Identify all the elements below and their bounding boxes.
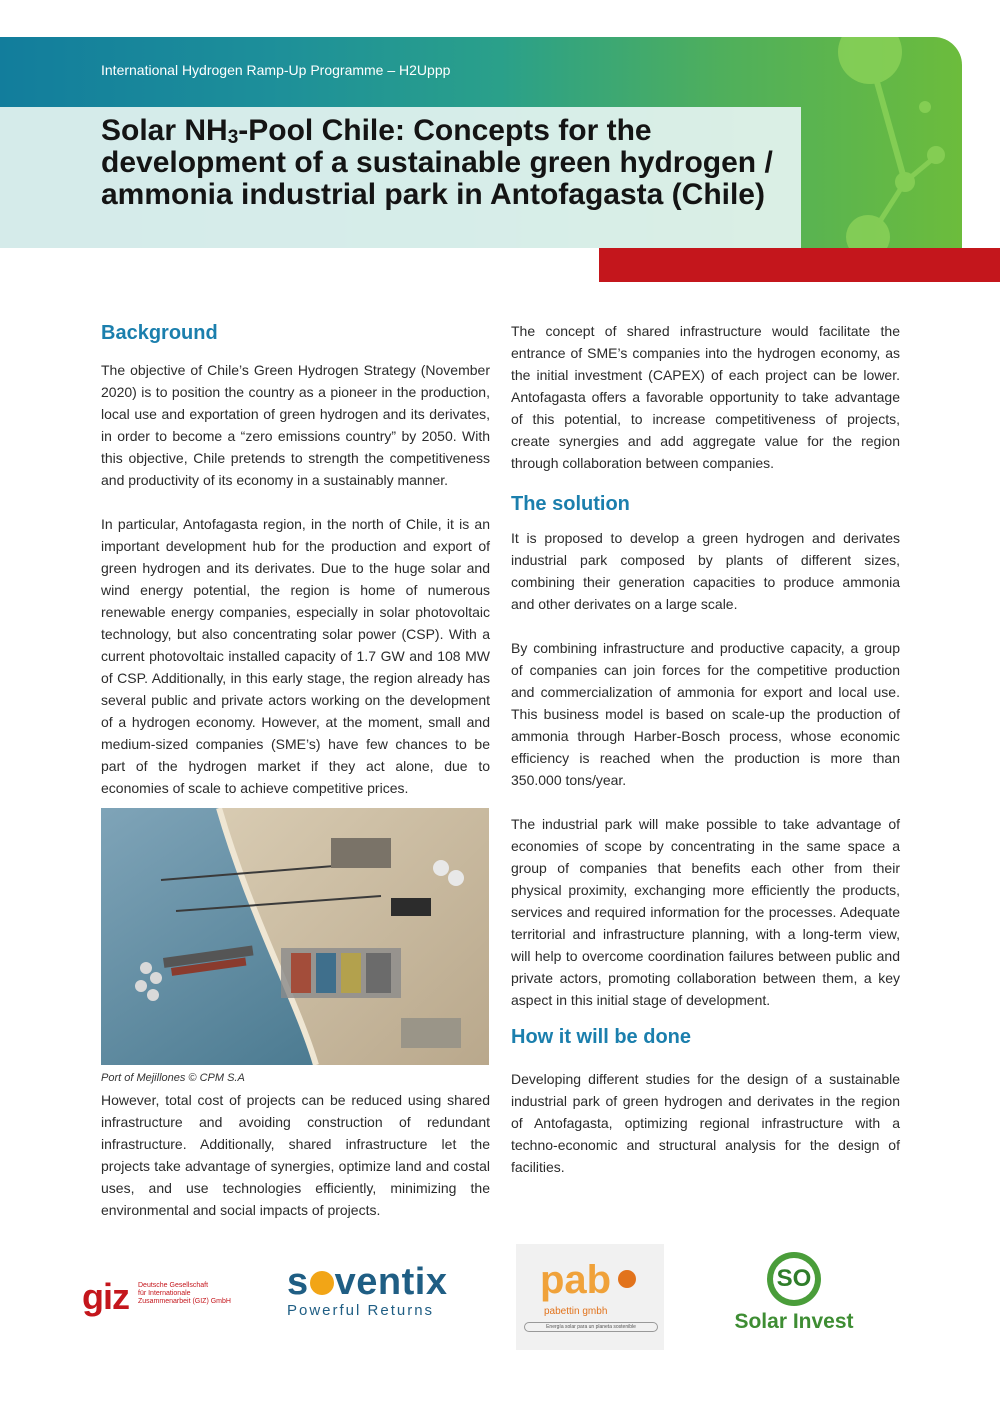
- page-title: Solar $NH_3$-Pool Chile: Concepts for the development of a sustainable green hydrogen / ammonia industrial park in Antofagasta (Chile): [101, 114, 773, 211]
- header-banner: [0, 37, 962, 248]
- pab-tagline: Energía solar para un planeta sostenible: [524, 1322, 658, 1332]
- shared-infrastructure-paragraph: The concept of shared infrastructure would facilitate the entrance of SME’s companies into the hydrogen economy, as the initial investment (CAPEX) of each project can be lower. Antofagasta offers a favorable opportunity to take advantage of this potential, to increase competitiveness of projects, create synergies and add aggregate value for the region through collaboration between companies.: [511, 323, 900, 471]
- sun-icon: [310, 1271, 334, 1295]
- pab-logo: [516, 1244, 664, 1350]
- soventix-letter-s: s: [287, 1261, 309, 1303]
- port-aerial-photo: [101, 808, 489, 1065]
- solar-invest-mark: SO: [776, 1265, 812, 1292]
- giz-text-line-2: für Internationale: [138, 1290, 191, 1297]
- solution-paragraph-3: The industrial park will make possible to take advantage of economies of scope by concentrating in the same space a group of companies that benefits each other from their physical proximity, exchanging more efficiently the products, services and required information for the processes. Adequate territorial and infrastructure planning, with a long-term view, will help to overcome coordination failures between public and private actors, promoting collaboration between them, a key aspect in this initial stage of development.: [511, 816, 900, 1008]
- soventix-logo: [287, 1262, 477, 1322]
- background-paragraph-2: In particular, Antofagasta region, in the north of Chile, it is an important development hub for the production and export of green hydrogen and its derivates. Due to the huge solar and wind energy potential, the region is home of numerous renewable energy companies, especially in solar photovoltaic technology, but also concentrating solar power (CSP). With a current photovoltaic installed capacity of 1.7 GW and 108 MW of CSP. Additionally, in this early stage, the region already has several public and private actors working on the development of a hydrogen economy. However, at the moment, small and medium-sized companies (SME’s) have few chances to be part of the hydrogen market if they act alone, due to economies of scale to achieve competitive prices.: [101, 516, 490, 796]
- giz-text-line-3: Zusammenarbeit (GIZ) GmbH: [138, 1298, 231, 1305]
- soventix-tagline: Powerful Returns: [287, 1302, 435, 1319]
- pab-wordmark: pab: [540, 1258, 612, 1302]
- giz-text-line-1: Deutsche Gesellschaft: [138, 1282, 209, 1289]
- giz-logo: [82, 1276, 242, 1320]
- how-paragraph-1: Developing different studies for the design of a sustainable industrial park of green hydrogen and derivates in the region of Antofagasta, optimizing regional infrastructure with a techno-economic and structural analysis for the design of facilities.: [511, 1071, 900, 1175]
- pab-company-name: pabettin gmbh: [544, 1306, 608, 1317]
- background-heading: Background: [101, 322, 218, 344]
- solution-paragraph-2: By combining infrastructure and productive capacity, a group of companies can join forces for the competitive production and commercialization of ammonia for export and local use. This business model is based on scale-up the production of ammonia through Harber-Bosch process, whose economic efficiency is reached when the production is more than 350.000 tons/year.: [511, 640, 900, 788]
- solution-heading: The solution: [511, 493, 630, 515]
- photo-caption: Port of Mejillones © CPM S.A: [101, 1072, 245, 1084]
- solar-invest-name: Solar Invest: [734, 1310, 854, 1333]
- red-accent-bar: [599, 248, 1000, 282]
- solution-paragraph-1: It is proposed to develop a green hydrogen and derivates industrial park composed by plants of different sizes, combining their generation capacities to produce ammonia and other derivates on a large scale.: [511, 530, 900, 612]
- globe-icon: [618, 1270, 636, 1288]
- background-paragraph-1: The objective of Chile’s Green Hydrogen Strategy (November 2020) is to position the country as a pioneer in the production, local use and exportation of green hydrogen and its derivates, in order to become a “zero emissions country” by 2050. With this objective, Chile pretends to strength the competitiveness and productivity of its economy in a sustainably manner.: [101, 362, 490, 488]
- solar-invest-logo: [718, 1250, 870, 1345]
- giz-wordmark: giz: [82, 1276, 129, 1317]
- background-paragraph-3: However, total cost of projects can be reduced using shared infrastructure and avoiding construction of redundant infrastructure. Additionally, shared infrastructure let the projects take advantage of synergies, optimize land and costal uses, and use technologies efficiently, minimizing the environmental and social impacts of projects.: [101, 1092, 490, 1218]
- soventix-wordmark: ventix: [334, 1261, 448, 1303]
- program-name: International Hydrogen Ramp-Up Programme – H2Uppp: [101, 62, 451, 78]
- left-column: [101, 320, 490, 1221]
- right-column: [511, 320, 900, 1178]
- how-heading: How it will be done: [511, 1026, 691, 1048]
- title-box: [0, 107, 801, 248]
- partner-logos: [0, 1240, 1000, 1360]
